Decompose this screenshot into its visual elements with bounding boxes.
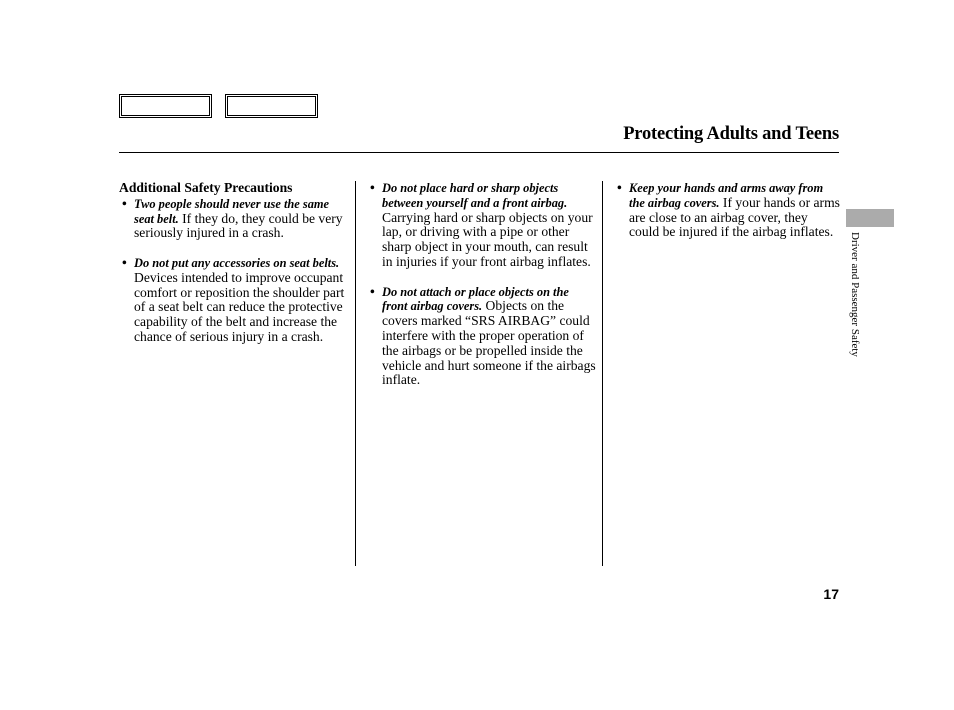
bullet-emphasis: Keep your hands and arms away from the airbag covers. [629, 181, 824, 210]
nav-button-1[interactable] [119, 94, 212, 118]
bullet-item [367, 181, 597, 270]
column-2 [367, 181, 597, 403]
bullet-item [119, 197, 351, 241]
bullet-icon: • [122, 254, 127, 270]
bullet-emphasis: Do not place hard or sharp objects between yourself and a front airbag. [382, 181, 568, 210]
bullet-item [367, 285, 597, 389]
bullet-emphasis: Do not put any accessories on seat belts. [134, 255, 340, 270]
bullet-item [119, 256, 351, 345]
bullet-emphasis: Do not attach or place objects on the front airbag covers. [382, 284, 569, 314]
column-divider [602, 181, 603, 566]
nav-button-2[interactable] [225, 94, 318, 118]
bullet-icon: • [617, 180, 622, 195]
bullet-item [614, 181, 840, 240]
bullet-text: If they do, they could be very seriously injured in a crash. [134, 210, 343, 241]
bullet-icon: • [370, 283, 375, 299]
bullet-icon: • [122, 195, 127, 211]
bullet-text: Carrying hard or sharp objects on your lap, or driving with a pipe or other sharp object in your mouth, can result in injuries if your front airbag inflates. [382, 209, 593, 269]
column-1 [119, 181, 351, 360]
column-divider [355, 181, 356, 566]
page-number: 17 [823, 586, 839, 602]
section-tab[interactable] [846, 209, 894, 227]
section-tab-label: Driver and Passenger Safety [849, 232, 861, 357]
bullet-text: Objects on the covers marked “SRS AIRBAG” could interfere with the proper operation of the airbags or be propelled inside the vehicle and hurt someone if the airbags inflate. [382, 298, 596, 388]
column-3 [614, 181, 840, 255]
section-heading: Additional Safety Precautions [119, 180, 293, 195]
bullet-text: Devices intended to improve occupant comfort or reposition the shoulder part of a seat belt can reduce the protective capability of the belt and increase the chance of serious injury in a crash. [134, 269, 345, 344]
bullet-icon: • [370, 180, 375, 195]
bullet-text: If your hands or arms are close to an airbag cover, they could be injured if the airbag inflates. [629, 194, 840, 240]
bullet-emphasis: Two people should never use the same seat belt. [134, 196, 330, 226]
header-rule [119, 152, 839, 153]
page-title: Protecting Adults and Teens [623, 124, 839, 144]
